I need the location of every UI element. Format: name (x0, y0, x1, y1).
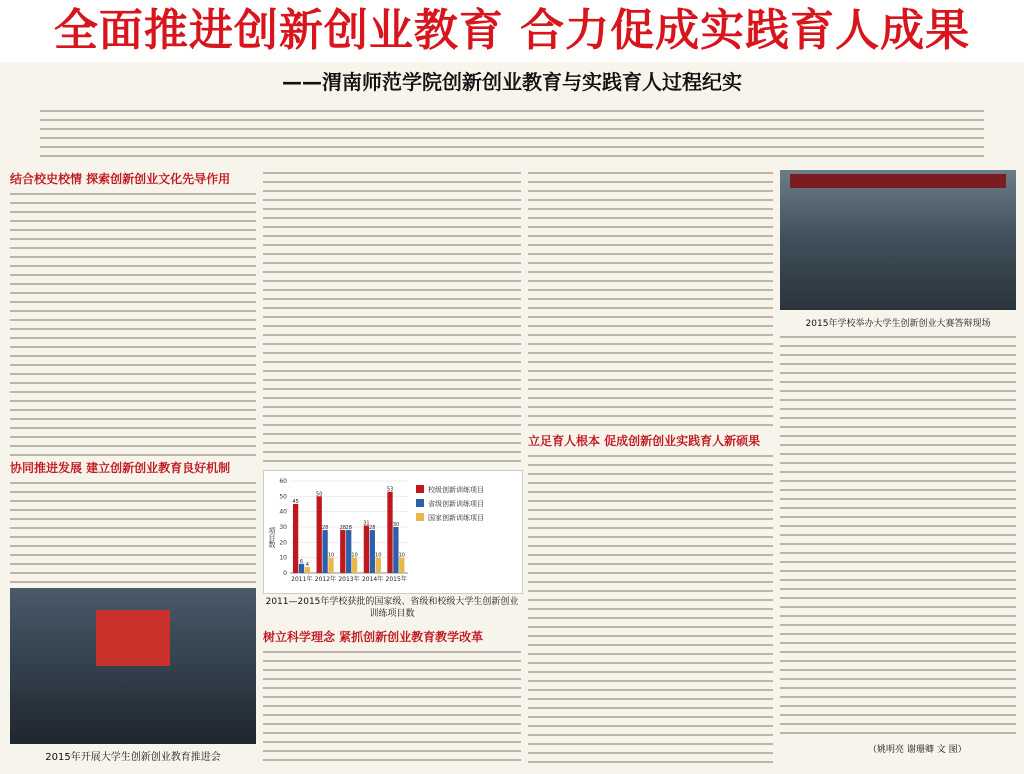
bar-value-label: 28 (369, 525, 376, 532)
article-text (10, 478, 256, 590)
intro-paragraph (40, 106, 984, 162)
bar (293, 504, 298, 573)
bar (322, 530, 327, 573)
bar (328, 558, 333, 573)
x-tick-label: 2013年 (338, 576, 360, 583)
section-title-reform: 树立科学理念 紧抓创新创业教育教学改革 (263, 630, 484, 644)
y-tick-label: 30 (279, 524, 287, 531)
bar (370, 530, 375, 573)
column-2-lower (263, 626, 521, 761)
bar-value-label: 28 (339, 525, 346, 532)
headline-banner (0, 0, 1024, 62)
y-axis-label: 项目数 (268, 527, 276, 548)
chart-caption: 2011—2015年学校获批的国家级、省级和校级大学生创新创业训练项目数 (265, 597, 519, 619)
article-text (263, 647, 521, 761)
photo-caption-right: 2015年学校举办大学生创新创业大赛答辩现场 (805, 319, 991, 329)
article-text (10, 189, 256, 457)
page-subheadline: ——渭南师范学院创新创业教育与实践育人过程纪实 (282, 70, 742, 94)
article-text (528, 451, 773, 767)
legend-swatch (416, 485, 424, 493)
legend-swatch (416, 513, 424, 521)
y-tick-label: 0 (283, 570, 287, 577)
column-2 (263, 168, 521, 464)
bar-value-label: 53 (386, 486, 394, 493)
chart-svg (264, 471, 522, 593)
banner-strip (790, 174, 1006, 188)
author-credit: （姚明亮 谢珊卿 文 图） (868, 745, 967, 755)
column-3 (528, 168, 773, 767)
bar-value-label: 10 (351, 552, 358, 559)
y-tick-label: 60 (279, 478, 287, 485)
page-headline: 全面推进创新创业教育 合力促成实践育人成果 (53, 5, 971, 56)
bar-value-label: 28 (345, 525, 352, 532)
y-tick-label: 50 (279, 493, 287, 501)
bar-value-label: 6 (299, 558, 304, 565)
bar-value-label: 10 (327, 552, 335, 559)
stage-screen (96, 610, 170, 666)
bar-value-label: 28 (321, 525, 329, 532)
section-title-mechanism: 协同推进发展 建立创新创业教育良好机制 (10, 461, 231, 475)
bar (393, 527, 398, 573)
x-tick-label: 2015年 (385, 576, 407, 583)
bar (317, 496, 322, 573)
section-title-practice: 立足育人根本 促成创新创业实践育人新硕果 (528, 434, 761, 448)
bar-value-label: 10 (375, 552, 382, 559)
photo-competition (780, 170, 1016, 310)
article-text (263, 168, 521, 464)
legend-label: 省级创新训练项目 (428, 500, 484, 508)
y-tick-label: 20 (279, 539, 287, 547)
legend-label: 校级创新训练项目 (428, 486, 484, 494)
y-tick-label: 40 (279, 508, 287, 516)
bar (387, 492, 392, 573)
x-tick-label: 2012年 (314, 576, 337, 583)
bar-value-label: 50 (316, 491, 323, 498)
photo-caption-left: 2015年开展大学生创新创业教育推进会 (45, 752, 221, 763)
column-1 (10, 168, 256, 590)
bar (346, 530, 351, 573)
photo-promotion-meeting (10, 588, 256, 744)
section-title-culture: 结合校史校情 探索创新创业文化先导作用 (10, 172, 231, 186)
bar-value-label: 31 (363, 520, 370, 527)
article-text (780, 332, 1016, 736)
bar-value-label: 30 (392, 522, 400, 528)
x-tick-label: 2011年 (291, 576, 313, 583)
bar (352, 558, 357, 573)
bar (340, 530, 345, 573)
bar (376, 558, 381, 573)
bar (364, 525, 369, 573)
legend-label: 国家创新训练项目 (428, 514, 484, 522)
x-tick-label: 2014年 (361, 576, 384, 583)
column-4 (780, 332, 1016, 736)
article-text (528, 168, 773, 430)
bar-value-label: 45 (292, 499, 299, 505)
project-chart (263, 470, 523, 594)
bar-value-label: 10 (398, 552, 405, 559)
bar (399, 558, 404, 573)
y-tick-label: 10 (279, 554, 287, 562)
bar (299, 564, 304, 573)
bar-value-label: 4 (305, 561, 309, 568)
legend-swatch (416, 499, 424, 507)
